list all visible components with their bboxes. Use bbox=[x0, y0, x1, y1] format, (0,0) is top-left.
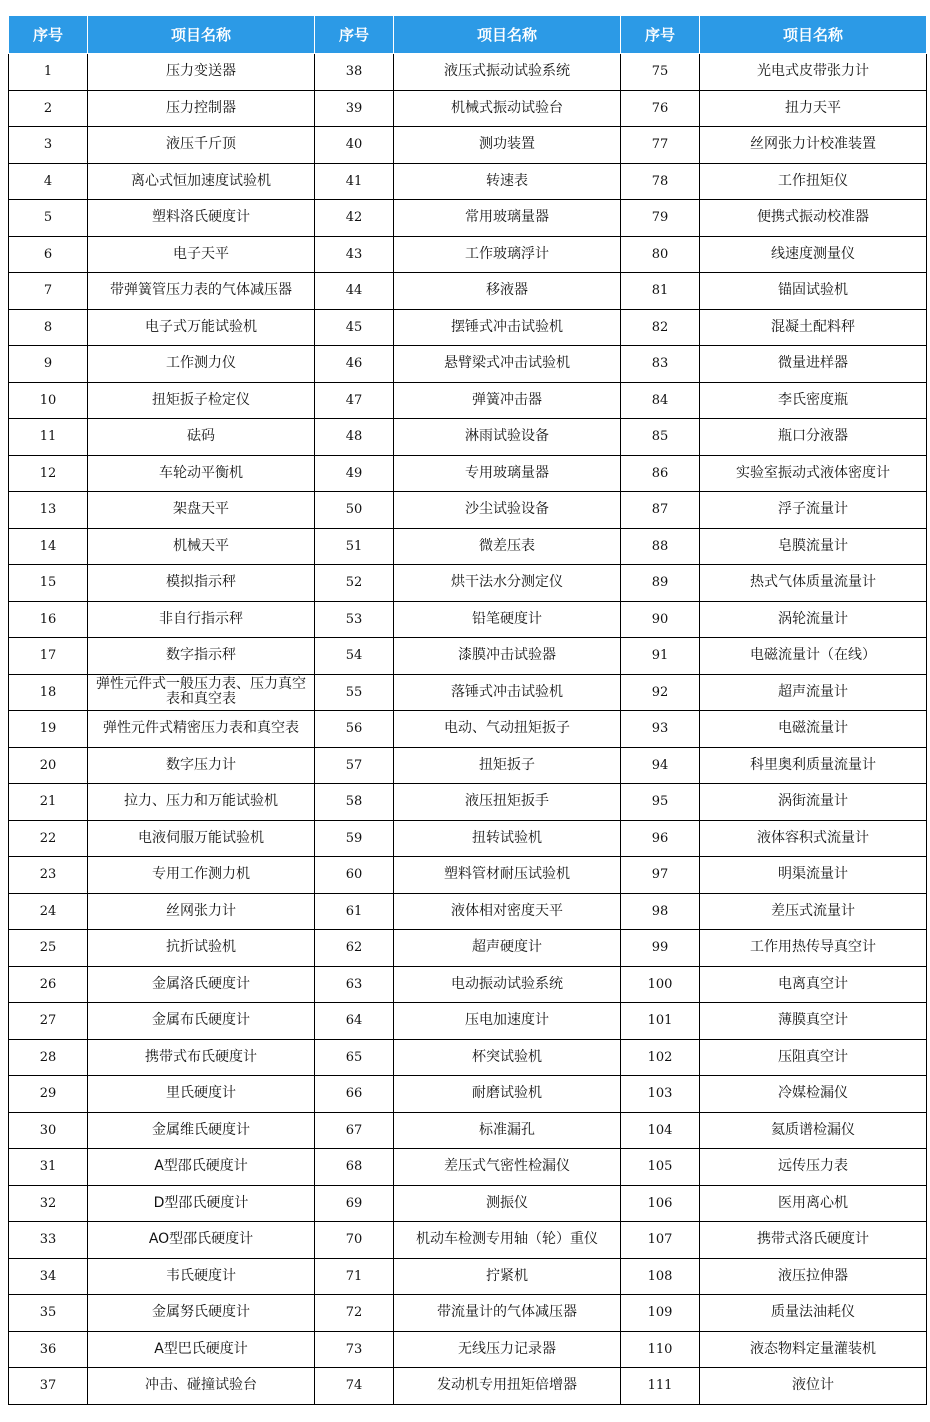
index-cell: 1 bbox=[9, 54, 88, 91]
item-name-cell: 架盘天平 bbox=[88, 492, 315, 529]
index-cell: 43 bbox=[315, 236, 394, 273]
index-cell: 101 bbox=[621, 1003, 700, 1040]
item-name-cell: 压力控制器 bbox=[88, 90, 315, 127]
index-cell: 3 bbox=[9, 127, 88, 164]
index-cell: 5 bbox=[9, 200, 88, 237]
item-name-cell: 浮子流量计 bbox=[700, 492, 927, 529]
index-cell: 56 bbox=[315, 711, 394, 748]
index-cell: 70 bbox=[315, 1222, 394, 1259]
item-name-cell: 混凝土配料秤 bbox=[700, 309, 927, 346]
index-cell: 36 bbox=[9, 1331, 88, 1368]
index-cell: 107 bbox=[621, 1222, 700, 1259]
item-name-cell: 移液器 bbox=[394, 273, 621, 310]
header-item-name: 项目名称 bbox=[88, 16, 315, 54]
item-name-cell: 便携式振动校准器 bbox=[700, 200, 927, 237]
index-cell: 100 bbox=[621, 966, 700, 1003]
item-name-cell: 微差压表 bbox=[394, 528, 621, 565]
index-cell: 69 bbox=[315, 1185, 394, 1222]
index-cell: 90 bbox=[621, 601, 700, 638]
table-row bbox=[9, 236, 927, 273]
item-name-cell: 医用离心机 bbox=[700, 1185, 927, 1222]
item-name-cell: 标准漏孔 bbox=[394, 1112, 621, 1149]
index-cell: 79 bbox=[621, 200, 700, 237]
index-cell: 97 bbox=[621, 857, 700, 894]
item-name-cell: 液体容积式流量计 bbox=[700, 820, 927, 857]
item-name-cell: 差压式流量计 bbox=[700, 893, 927, 930]
index-cell: 32 bbox=[9, 1185, 88, 1222]
item-name-cell: 金属布氏硬度计 bbox=[88, 1003, 315, 1040]
index-cell: 20 bbox=[9, 747, 88, 784]
table-row bbox=[9, 346, 927, 383]
table-row bbox=[9, 820, 927, 857]
item-name-cell: 液位计 bbox=[700, 1368, 927, 1405]
index-cell: 75 bbox=[621, 54, 700, 91]
item-name-cell: 质量法油耗仪 bbox=[700, 1295, 927, 1332]
item-name-cell: 弹性元件式精密压力表和真空表 bbox=[88, 711, 315, 748]
index-cell: 55 bbox=[315, 674, 394, 711]
index-cell: 66 bbox=[315, 1076, 394, 1113]
index-cell: 76 bbox=[621, 90, 700, 127]
item-name-cell: 金属努氏硬度计 bbox=[88, 1295, 315, 1332]
item-name-cell: 压力变送器 bbox=[88, 54, 315, 91]
index-cell: 77 bbox=[621, 127, 700, 164]
item-name-cell: A型巴氏硬度计 bbox=[88, 1331, 315, 1368]
index-cell: 104 bbox=[621, 1112, 700, 1149]
index-cell: 35 bbox=[9, 1295, 88, 1332]
item-name-cell: A型邵氏硬度计 bbox=[88, 1149, 315, 1186]
item-name-cell: 拉力、压力和万能试验机 bbox=[88, 784, 315, 821]
index-cell: 25 bbox=[9, 930, 88, 967]
item-name-cell: 电子式万能试验机 bbox=[88, 309, 315, 346]
index-cell: 29 bbox=[9, 1076, 88, 1113]
item-name-cell: 塑料管材耐压试验机 bbox=[394, 857, 621, 894]
index-cell: 18 bbox=[9, 674, 88, 711]
index-cell: 23 bbox=[9, 857, 88, 894]
table-row bbox=[9, 893, 927, 930]
index-cell: 38 bbox=[315, 54, 394, 91]
table-row bbox=[9, 1295, 927, 1332]
item-name-cell: AO型邵氏硬度计 bbox=[88, 1222, 315, 1259]
index-cell: 10 bbox=[9, 382, 88, 419]
item-name-cell: 砝码 bbox=[88, 419, 315, 456]
item-name-cell: 抗折试验机 bbox=[88, 930, 315, 967]
table-header bbox=[9, 16, 927, 54]
table-row bbox=[9, 674, 927, 711]
item-name-cell: 摆锤式冲击试验机 bbox=[394, 309, 621, 346]
item-name-cell: 电动、气动扭矩扳子 bbox=[394, 711, 621, 748]
table-row bbox=[9, 54, 927, 91]
item-name-cell: 光电式皮带张力计 bbox=[700, 54, 927, 91]
item-name-cell: 科里奥利质量流量计 bbox=[700, 747, 927, 784]
header-index: 序号 bbox=[9, 16, 88, 54]
item-name-cell: 热式气体质量流量计 bbox=[700, 565, 927, 602]
item-name-cell: 氦质谱检漏仪 bbox=[700, 1112, 927, 1149]
index-cell: 72 bbox=[315, 1295, 394, 1332]
table-row bbox=[9, 455, 927, 492]
item-name-cell: 离心式恒加速度试验机 bbox=[88, 163, 315, 200]
header-row bbox=[9, 16, 927, 54]
index-cell: 2 bbox=[9, 90, 88, 127]
item-name-cell: 李氏密度瓶 bbox=[700, 382, 927, 419]
item-name-cell: 弹性元件式一般压力表、压力真空表和真空表 bbox=[88, 674, 315, 711]
index-cell: 46 bbox=[315, 346, 394, 383]
table-row bbox=[9, 638, 927, 675]
index-cell: 53 bbox=[315, 601, 394, 638]
item-name-cell: 涡街流量计 bbox=[700, 784, 927, 821]
table-row bbox=[9, 528, 927, 565]
index-cell: 9 bbox=[9, 346, 88, 383]
table-row bbox=[9, 711, 927, 748]
item-name-cell: 超声流量计 bbox=[700, 674, 927, 711]
index-cell: 8 bbox=[9, 309, 88, 346]
index-cell: 106 bbox=[621, 1185, 700, 1222]
table-row bbox=[9, 419, 927, 456]
index-cell: 13 bbox=[9, 492, 88, 529]
item-name-cell: 涡轮流量计 bbox=[700, 601, 927, 638]
index-cell: 68 bbox=[315, 1149, 394, 1186]
index-cell: 87 bbox=[621, 492, 700, 529]
index-cell: 50 bbox=[315, 492, 394, 529]
item-name-cell: 冷媒检漏仪 bbox=[700, 1076, 927, 1113]
item-name-cell: 测功装置 bbox=[394, 127, 621, 164]
table-row bbox=[9, 200, 927, 237]
table-row bbox=[9, 930, 927, 967]
item-name-cell: 扭转试验机 bbox=[394, 820, 621, 857]
index-cell: 81 bbox=[621, 273, 700, 310]
item-name-cell: 电离真空计 bbox=[700, 966, 927, 1003]
index-cell: 84 bbox=[621, 382, 700, 419]
header-item-name: 项目名称 bbox=[700, 16, 927, 54]
table-row bbox=[9, 1368, 927, 1405]
item-name-cell: 专用玻璃量器 bbox=[394, 455, 621, 492]
item-name-cell: 工作扭矩仪 bbox=[700, 163, 927, 200]
index-cell: 22 bbox=[9, 820, 88, 857]
item-name-cell: 扭力天平 bbox=[700, 90, 927, 127]
index-cell: 58 bbox=[315, 784, 394, 821]
item-name-cell: 压电加速度计 bbox=[394, 1003, 621, 1040]
index-cell: 99 bbox=[621, 930, 700, 967]
item-name-cell: 金属维氏硬度计 bbox=[88, 1112, 315, 1149]
item-name-cell: 落锤式冲击试验机 bbox=[394, 674, 621, 711]
item-name-cell: 悬臂梁式冲击试验机 bbox=[394, 346, 621, 383]
index-cell: 65 bbox=[315, 1039, 394, 1076]
item-name-cell: 明渠流量计 bbox=[700, 857, 927, 894]
item-name-cell: 杯突试验机 bbox=[394, 1039, 621, 1076]
table-body bbox=[9, 54, 927, 1405]
index-cell: 96 bbox=[621, 820, 700, 857]
table-row bbox=[9, 127, 927, 164]
item-name-cell: 数字指示秤 bbox=[88, 638, 315, 675]
table-row bbox=[9, 1185, 927, 1222]
item-name-cell: 微量进样器 bbox=[700, 346, 927, 383]
index-cell: 63 bbox=[315, 966, 394, 1003]
item-name-cell: 冲击、碰撞试验台 bbox=[88, 1368, 315, 1405]
item-name-cell: 液压式振动试验系统 bbox=[394, 54, 621, 91]
item-name-cell: 线速度测量仪 bbox=[700, 236, 927, 273]
item-name-cell: 无线压力记录器 bbox=[394, 1331, 621, 1368]
item-name-cell: 非自行指示秤 bbox=[88, 601, 315, 638]
index-cell: 12 bbox=[9, 455, 88, 492]
table-row bbox=[9, 1258, 927, 1295]
index-cell: 37 bbox=[9, 1368, 88, 1405]
index-cell: 74 bbox=[315, 1368, 394, 1405]
index-cell: 30 bbox=[9, 1112, 88, 1149]
table-row bbox=[9, 1149, 927, 1186]
item-name-cell: 烘干法水分测定仪 bbox=[394, 565, 621, 602]
index-cell: 6 bbox=[9, 236, 88, 273]
item-name-cell: 液态物料定量灌装机 bbox=[700, 1331, 927, 1368]
item-name-cell: 液压千斤顶 bbox=[88, 127, 315, 164]
index-cell: 15 bbox=[9, 565, 88, 602]
index-cell: 52 bbox=[315, 565, 394, 602]
index-cell: 47 bbox=[315, 382, 394, 419]
index-cell: 92 bbox=[621, 674, 700, 711]
item-name-cell: 弹簧冲击器 bbox=[394, 382, 621, 419]
table-row bbox=[9, 309, 927, 346]
table-row bbox=[9, 1076, 927, 1113]
index-cell: 41 bbox=[315, 163, 394, 200]
item-name-cell: 车轮动平衡机 bbox=[88, 455, 315, 492]
item-name-cell: 实验室振动式液体密度计 bbox=[700, 455, 927, 492]
item-name-cell: 瓶口分液器 bbox=[700, 419, 927, 456]
item-name-cell: 液体相对密度天平 bbox=[394, 893, 621, 930]
index-cell: 102 bbox=[621, 1039, 700, 1076]
index-cell: 94 bbox=[621, 747, 700, 784]
item-name-cell: 差压式气密性检漏仪 bbox=[394, 1149, 621, 1186]
header-index: 序号 bbox=[315, 16, 394, 54]
item-name-cell: 耐磨试验机 bbox=[394, 1076, 621, 1113]
index-cell: 59 bbox=[315, 820, 394, 857]
index-cell: 61 bbox=[315, 893, 394, 930]
index-cell: 60 bbox=[315, 857, 394, 894]
item-name-cell: 机动车检测专用轴（轮）重仪 bbox=[394, 1222, 621, 1259]
item-name-cell: 丝网张力计 bbox=[88, 893, 315, 930]
item-name-cell: 沙尘试验设备 bbox=[394, 492, 621, 529]
index-cell: 109 bbox=[621, 1295, 700, 1332]
index-cell: 111 bbox=[621, 1368, 700, 1405]
table-row bbox=[9, 1112, 927, 1149]
item-name-cell: D型邵氏硬度计 bbox=[88, 1185, 315, 1222]
index-cell: 64 bbox=[315, 1003, 394, 1040]
index-cell: 39 bbox=[315, 90, 394, 127]
header-item-name: 项目名称 bbox=[394, 16, 621, 54]
table-row bbox=[9, 565, 927, 602]
index-cell: 26 bbox=[9, 966, 88, 1003]
item-name-cell: 转速表 bbox=[394, 163, 621, 200]
item-name-cell: 拧紧机 bbox=[394, 1258, 621, 1295]
table-row bbox=[9, 1039, 927, 1076]
index-cell: 78 bbox=[621, 163, 700, 200]
item-name-cell: 扭矩扳子 bbox=[394, 747, 621, 784]
index-cell: 51 bbox=[315, 528, 394, 565]
item-name-cell: 薄膜真空计 bbox=[700, 1003, 927, 1040]
index-cell: 71 bbox=[315, 1258, 394, 1295]
index-cell: 62 bbox=[315, 930, 394, 967]
item-name-cell: 金属洛氏硬度计 bbox=[88, 966, 315, 1003]
item-name-cell: 液压拉伸器 bbox=[700, 1258, 927, 1295]
table-row bbox=[9, 382, 927, 419]
index-cell: 67 bbox=[315, 1112, 394, 1149]
item-name-cell: 淋雨试验设备 bbox=[394, 419, 621, 456]
item-name-cell: 工作玻璃浮计 bbox=[394, 236, 621, 273]
item-name-cell: 压阻真空计 bbox=[700, 1039, 927, 1076]
index-cell: 110 bbox=[621, 1331, 700, 1368]
index-cell: 45 bbox=[315, 309, 394, 346]
item-name-cell: 韦氏硬度计 bbox=[88, 1258, 315, 1295]
header-index: 序号 bbox=[621, 16, 700, 54]
item-name-cell: 携带式布氏硬度计 bbox=[88, 1039, 315, 1076]
index-cell: 34 bbox=[9, 1258, 88, 1295]
table-row bbox=[9, 1003, 927, 1040]
item-name-cell: 电液伺服万能试验机 bbox=[88, 820, 315, 857]
table-row bbox=[9, 601, 927, 638]
index-cell: 88 bbox=[621, 528, 700, 565]
index-cell: 7 bbox=[9, 273, 88, 310]
item-name-cell: 机械天平 bbox=[88, 528, 315, 565]
index-cell: 27 bbox=[9, 1003, 88, 1040]
table-row bbox=[9, 966, 927, 1003]
index-cell: 82 bbox=[621, 309, 700, 346]
table-row bbox=[9, 857, 927, 894]
table-row bbox=[9, 1222, 927, 1259]
index-cell: 80 bbox=[621, 236, 700, 273]
item-name-cell: 里氏硬度计 bbox=[88, 1076, 315, 1113]
index-cell: 95 bbox=[621, 784, 700, 821]
index-cell: 73 bbox=[315, 1331, 394, 1368]
index-cell: 17 bbox=[9, 638, 88, 675]
item-name-cell: 带弹簧管压力表的气体减压器 bbox=[88, 273, 315, 310]
item-name-cell: 带流量计的气体减压器 bbox=[394, 1295, 621, 1332]
item-name-cell: 丝网张力计校准装置 bbox=[700, 127, 927, 164]
index-cell: 93 bbox=[621, 711, 700, 748]
index-cell: 89 bbox=[621, 565, 700, 602]
index-cell: 105 bbox=[621, 1149, 700, 1186]
index-cell: 4 bbox=[9, 163, 88, 200]
table-container bbox=[8, 15, 927, 1405]
table-row bbox=[9, 90, 927, 127]
index-cell: 48 bbox=[315, 419, 394, 456]
table-row bbox=[9, 784, 927, 821]
table-row bbox=[9, 1331, 927, 1368]
index-cell: 11 bbox=[9, 419, 88, 456]
index-cell: 103 bbox=[621, 1076, 700, 1113]
index-cell: 49 bbox=[315, 455, 394, 492]
item-name-cell: 电动振动试验系统 bbox=[394, 966, 621, 1003]
table-row bbox=[9, 273, 927, 310]
item-name-cell: 液压扭矩扳手 bbox=[394, 784, 621, 821]
item-name-cell: 扭矩扳子检定仪 bbox=[88, 382, 315, 419]
index-cell: 14 bbox=[9, 528, 88, 565]
calibration-items-table bbox=[8, 15, 927, 1405]
item-name-cell: 电磁流量计（在线） bbox=[700, 638, 927, 675]
table-row bbox=[9, 492, 927, 529]
index-cell: 19 bbox=[9, 711, 88, 748]
item-name-cell: 数字压力计 bbox=[88, 747, 315, 784]
item-name-cell: 皂膜流量计 bbox=[700, 528, 927, 565]
item-name-cell: 超声硬度计 bbox=[394, 930, 621, 967]
item-name-cell: 专用工作测力机 bbox=[88, 857, 315, 894]
index-cell: 57 bbox=[315, 747, 394, 784]
index-cell: 108 bbox=[621, 1258, 700, 1295]
index-cell: 28 bbox=[9, 1039, 88, 1076]
item-name-cell: 测振仪 bbox=[394, 1185, 621, 1222]
item-name-cell: 常用玻璃量器 bbox=[394, 200, 621, 237]
index-cell: 83 bbox=[621, 346, 700, 383]
index-cell: 54 bbox=[315, 638, 394, 675]
table-row bbox=[9, 163, 927, 200]
table-row bbox=[9, 747, 927, 784]
index-cell: 42 bbox=[315, 200, 394, 237]
index-cell: 40 bbox=[315, 127, 394, 164]
index-cell: 91 bbox=[621, 638, 700, 675]
item-name-cell: 工作测力仪 bbox=[88, 346, 315, 383]
item-name-cell: 远传压力表 bbox=[700, 1149, 927, 1186]
index-cell: 33 bbox=[9, 1222, 88, 1259]
item-name-cell: 工作用热传导真空计 bbox=[700, 930, 927, 967]
item-name-cell: 模拟指示秤 bbox=[88, 565, 315, 602]
index-cell: 21 bbox=[9, 784, 88, 821]
item-name-cell: 锚固试验机 bbox=[700, 273, 927, 310]
index-cell: 24 bbox=[9, 893, 88, 930]
item-name-cell: 塑料洛氏硬度计 bbox=[88, 200, 315, 237]
item-name-cell: 电子天平 bbox=[88, 236, 315, 273]
index-cell: 85 bbox=[621, 419, 700, 456]
item-name-cell: 机械式振动试验台 bbox=[394, 90, 621, 127]
index-cell: 44 bbox=[315, 273, 394, 310]
index-cell: 98 bbox=[621, 893, 700, 930]
index-cell: 16 bbox=[9, 601, 88, 638]
item-name-cell: 携带式洛氏硬度计 bbox=[700, 1222, 927, 1259]
item-name-cell: 电磁流量计 bbox=[700, 711, 927, 748]
item-name-cell: 铅笔硬度计 bbox=[394, 601, 621, 638]
item-name-cell: 漆膜冲击试验器 bbox=[394, 638, 621, 675]
index-cell: 86 bbox=[621, 455, 700, 492]
index-cell: 31 bbox=[9, 1149, 88, 1186]
item-name-cell: 发动机专用扭矩倍增器 bbox=[394, 1368, 621, 1405]
